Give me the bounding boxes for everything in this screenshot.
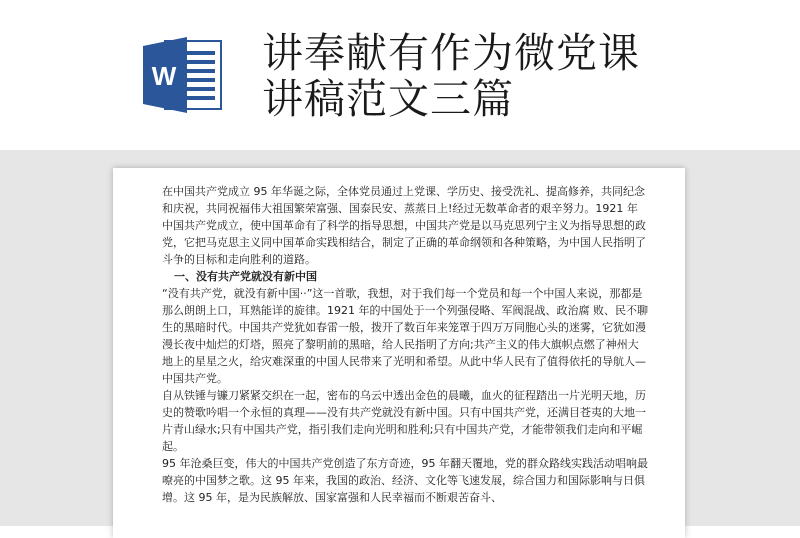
word-document-icon: [143, 37, 223, 113]
paragraph-3: 自从铁锤与镰刀紧紧交织在一起，密布的乌云中透出金色的晨曦，血火的征程踏出一片光明天地，历史的赞歌吟唱一个永恒的真理——没有共产党就没有新中国。只有中国共产党，还满目苍夷的大地一片青山绿水;只有中国共产党，指引我们走向光明和胜利;只有中国共产党，才能带领我们走向和平崛起。: [162, 389, 646, 453]
document-body: [162, 183, 648, 506]
title-line-2: 讲稿范文三篇: [262, 75, 514, 123]
word-icon-letter: W: [151, 61, 177, 91]
paragraph-4: 95 年沧桑巨变，伟大的中国共产党创造了东方奇迹，95 年翻天覆地，党的群众路线实践活动唱响最嘹亮的中国梦之歌。这 95 年来，我国的政治、经济、文化等飞速发展，综合国力和国际影响与日俱增。这 95 年，是为民族解放、国家富强和人民幸福而不断艰苦奋斗、: [162, 457, 648, 504]
paragraph-intro: 在中国共产党成立 95 年华诞之际，全体党员通过上党课、学历史、接受洗礼、提高修养，共同纪念和庆祝，共同祝福伟大祖国繁荣富强、国泰民安、蒸蒸日上!经过无数革命者的艰辛努力。1921 年中国共产党成立，使中国革命有了科学的指导思想，中国共产党是以马克思列宁主义为指导思想的政党，它把马克思主义同中国革命实践相结合，制定了正确的革命纲领和各种策略，为中国人民指明了斗争的目标和走向胜利的道路。: [162, 185, 646, 266]
header: [0, 0, 800, 150]
page-title: [262, 30, 782, 122]
paragraph-2: “没有共产党，就没有新中国··”这一首歌，我想，对于我们每一个党员和每一个中国人来说，那都是那么朗朗上口，耳熟能详的旋律。1921 年的中国处于一个列强侵略、军阀混战、政治腐 败、民不聊生的黑暗时代。中国共产党犹如春雷一般，拨开了数百年来笼罩于四万万同胞心头的迷雾，它犹如漫漫长夜中灿烂的灯塔，照亮了黎明前的黑暗，给人民指明了方向;共产主义的伟大旗帜点燃了神州大地上的星星之火，给灾难深重的中国人民带来了光明和希望。从此中华人民有了值得依托的导航人—中国共产党。: [162, 287, 648, 385]
title-line-1: 讲奉献有作为微党课: [262, 29, 640, 77]
document-page: [113, 168, 685, 538]
section-heading: 一、没有共产党就没有新中国: [174, 270, 317, 283]
